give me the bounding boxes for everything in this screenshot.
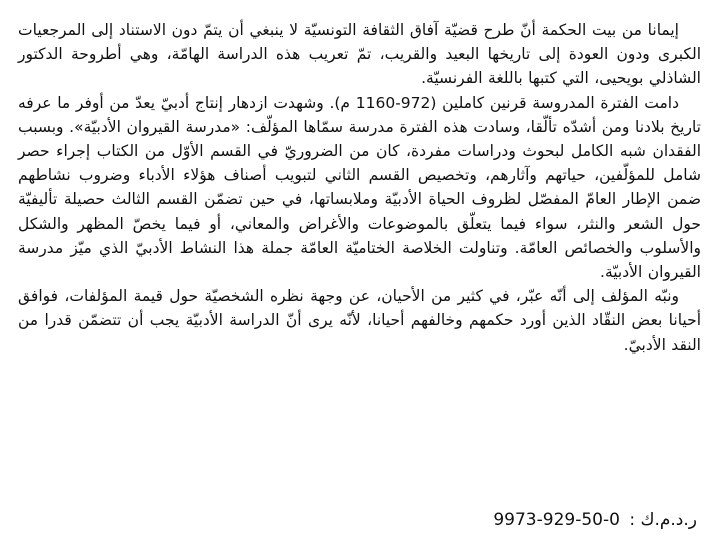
paragraph-intro: إيمانا من بيت الحكمة أنّ طرح قضيّة آفاق الثقافة التونسيّة لا ينبغي أن يتمّ دون الاستناد إلى المرجعيات الكبرى ودون العودة إلى تاريخها البعيد والقريب، تمّ تعريب هذه الدراسة الهامّة، وهي أطروحة الدكتور الشاذلي بويحيى، التي كتبها باللغة الفرنسيّة.: [18, 21, 701, 88]
paragraph-author-opinion: ونبّه المؤلف إلى أنّه عبّر، في كثير من الأحيان، عن وجهة نظره الشخصيّة حول قيمة المؤلفات، فوافق أحيانا بعض النقّاد الذين أورد حكمهم وخالفهم أحيانا، لأنّه يرى أنّ الدراسة الأدبيّة يجب أن تتضمّن قدرا من النقد الأدبيّ.: [18, 287, 701, 354]
document-body: [18, 18, 701, 357]
paragraph-period: دامت الفترة المدروسة قرنين كاملين (972-1160 م). وشهدت ازدهار إنتاج أدبيّ يعدّ من أوفر ما عرفه تاريخ بلادنا ومن أشدّه تألّقا، وسادت هذه الفترة مدرسة سمّاها المؤلّف: «مدرسة القيروان الأدبيّة». وبسبب الفقدان شبه الكامل لبحوث ودراسات مفردة، كان من الضروريّ في القسم الأوّل من الكتاب إجراء حصر شامل للمؤلّفين، حياتهم وآثارهم، وتخصيص القسم الثاني لتبويب أصناف هؤلاء الأدباء وضروب نشاطهم ضمن الإطار العامّ المفصّل لظروف الحياة الأدبيّة وملابساتها، في حين تضمّن القسم الثالث حصيلة تأليفيّة حول الشعر والنثر، سواء فيما يتعلّق بالموضوعات والأغراض والمعاني، أو فيما يخصّ المظهر والشكل والأسلوب والخصائص العامّة. وتناولت الخلاصة الختاميّة العامّة جملة هذا النشاط الأدبيّ الذي ميّز مدرسة القيروان الأدبيّة.: [18, 93, 701, 282]
isbn-line: [493, 508, 697, 532]
isbn-number: 9973-929-50-0: [493, 510, 620, 530]
isbn-label: ر.د.م.ك :: [629, 510, 697, 530]
